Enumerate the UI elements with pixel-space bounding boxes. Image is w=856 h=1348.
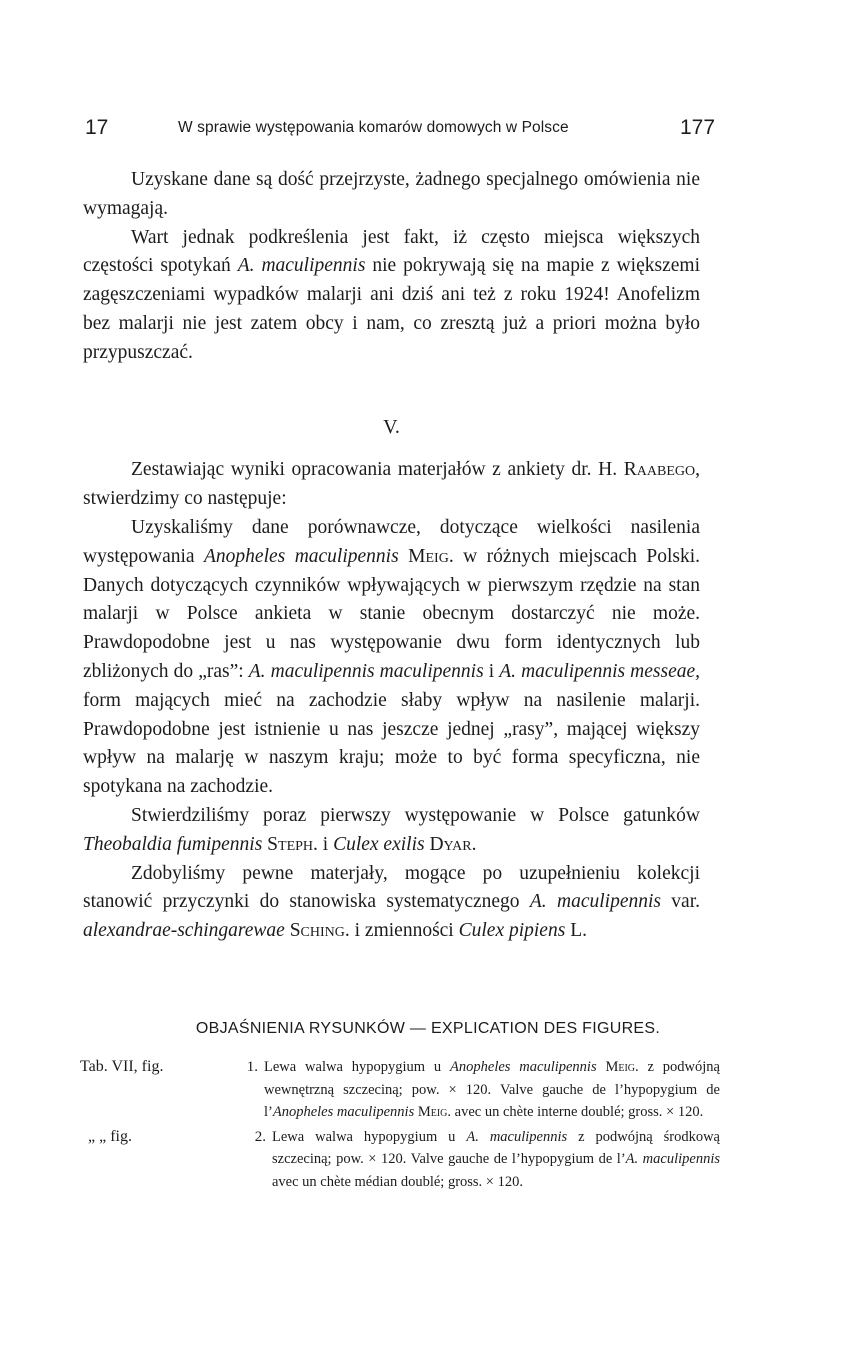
- paragraph: Stwierdziliśmy poraz pierwszy występowanie w Polsce gatunków Theobaldia fumipennis Steph. i Culex exilis Dyar.: [83, 804, 700, 855]
- paragraph: Wart jednak podkreślenia jest fakt, iż często miejsca większych częstości spotykań A. maculipennis nie pokrywają się na mapie z większemi zagęszczeniami wypadków malarji ani dziś ani też z roku 1924! Anofelizm bez malarji nie jest zatem obcy i nam, co zresztą już a priori można było przypuszczać.: [83, 226, 700, 363]
- figure-number: 2.: [254, 1128, 266, 1145]
- figure-caption-2: [80, 1126, 720, 1194]
- figure-description: Lewa walwa hypopygium u Anopheles maculipennis Meig. z podwójną wewnętrzną szczeciną; pow. × 120. Valve gauche de l’hypopygium de l’Anopheles maculipennis Meig. avec un chète interne doublé; gross. × 120.: [264, 1059, 720, 1120]
- figure-caption-1: [80, 1056, 720, 1124]
- figures-heading: OBJAŚNIENIA RYSUNKÓW — EXPLICATION DES FIGURES.: [195, 1020, 661, 1037]
- figure-number: 1.: [246, 1059, 258, 1075]
- figure-description: Lewa walwa hypopygium u A. maculipennis z podwójną środkową szczeciną; pow. × 120. Valve gauche de l’hypopygium de l’A. maculipennis avec un chète médian doublé; gross. × 120.: [272, 1128, 720, 1190]
- paragraph: Uzyskaliśmy dane porównawcze, dotyczące wielkości nasilenia występowania Anopheles maculipennis Meig. w różnych miejscach Polski. Danych dotyczących czynników wpływających w pierwszym rzędzie na stan malarji w Polsce ankieta w stanie obecnym dostarczyć nie może. Prawdopodobne jest u nas występowanie dwu form identycznych lub zbliżonych do „ras”: A. maculipennis maculipennis i A. maculipennis messeae, form mających mieć na zachodzie słaby wpływ na nasilenie malarji. Prawdopodobne jest istnienie u nas jeszcze jednej „rasy”, mającej większy wpływ na malarję w naszym kraju; może to być forma specyficzna, nie spotykana na zachodzie.: [83, 516, 701, 798]
- paragraph: Uzyskane dane są dość przejrzyste, żadnego specjalnego omówienia nie wymagają.: [83, 169, 700, 219]
- section-number: V.: [383, 415, 400, 438]
- chapter-number: 17: [85, 116, 109, 139]
- figure-reference: Tab. VII, fig.: [80, 1058, 164, 1075]
- page-number: 177: [680, 116, 716, 139]
- paragraph: Zdobyliśmy pewne materjały, mogące po uzupełnieniu kolekcji stanowić przyczynki do stanowiska systematycznego A. maculipennis var. alexandrae-schingarewae Sching. i zmienności Culex pipiens L.: [83, 862, 700, 942]
- figure-captions: [80, 1056, 720, 1195]
- running-title: W sprawie występowania komarów domowych w Polsce: [178, 119, 569, 136]
- main-text: [83, 166, 700, 946]
- running-header: [0, 0, 856, 140]
- paragraph: Zestawiając wyniki opracowania materjałów z ankiety dr. H. Raabego, stwierdzimy co następuje:: [83, 459, 700, 510]
- figure-reference: „ „ fig.: [88, 1127, 132, 1145]
